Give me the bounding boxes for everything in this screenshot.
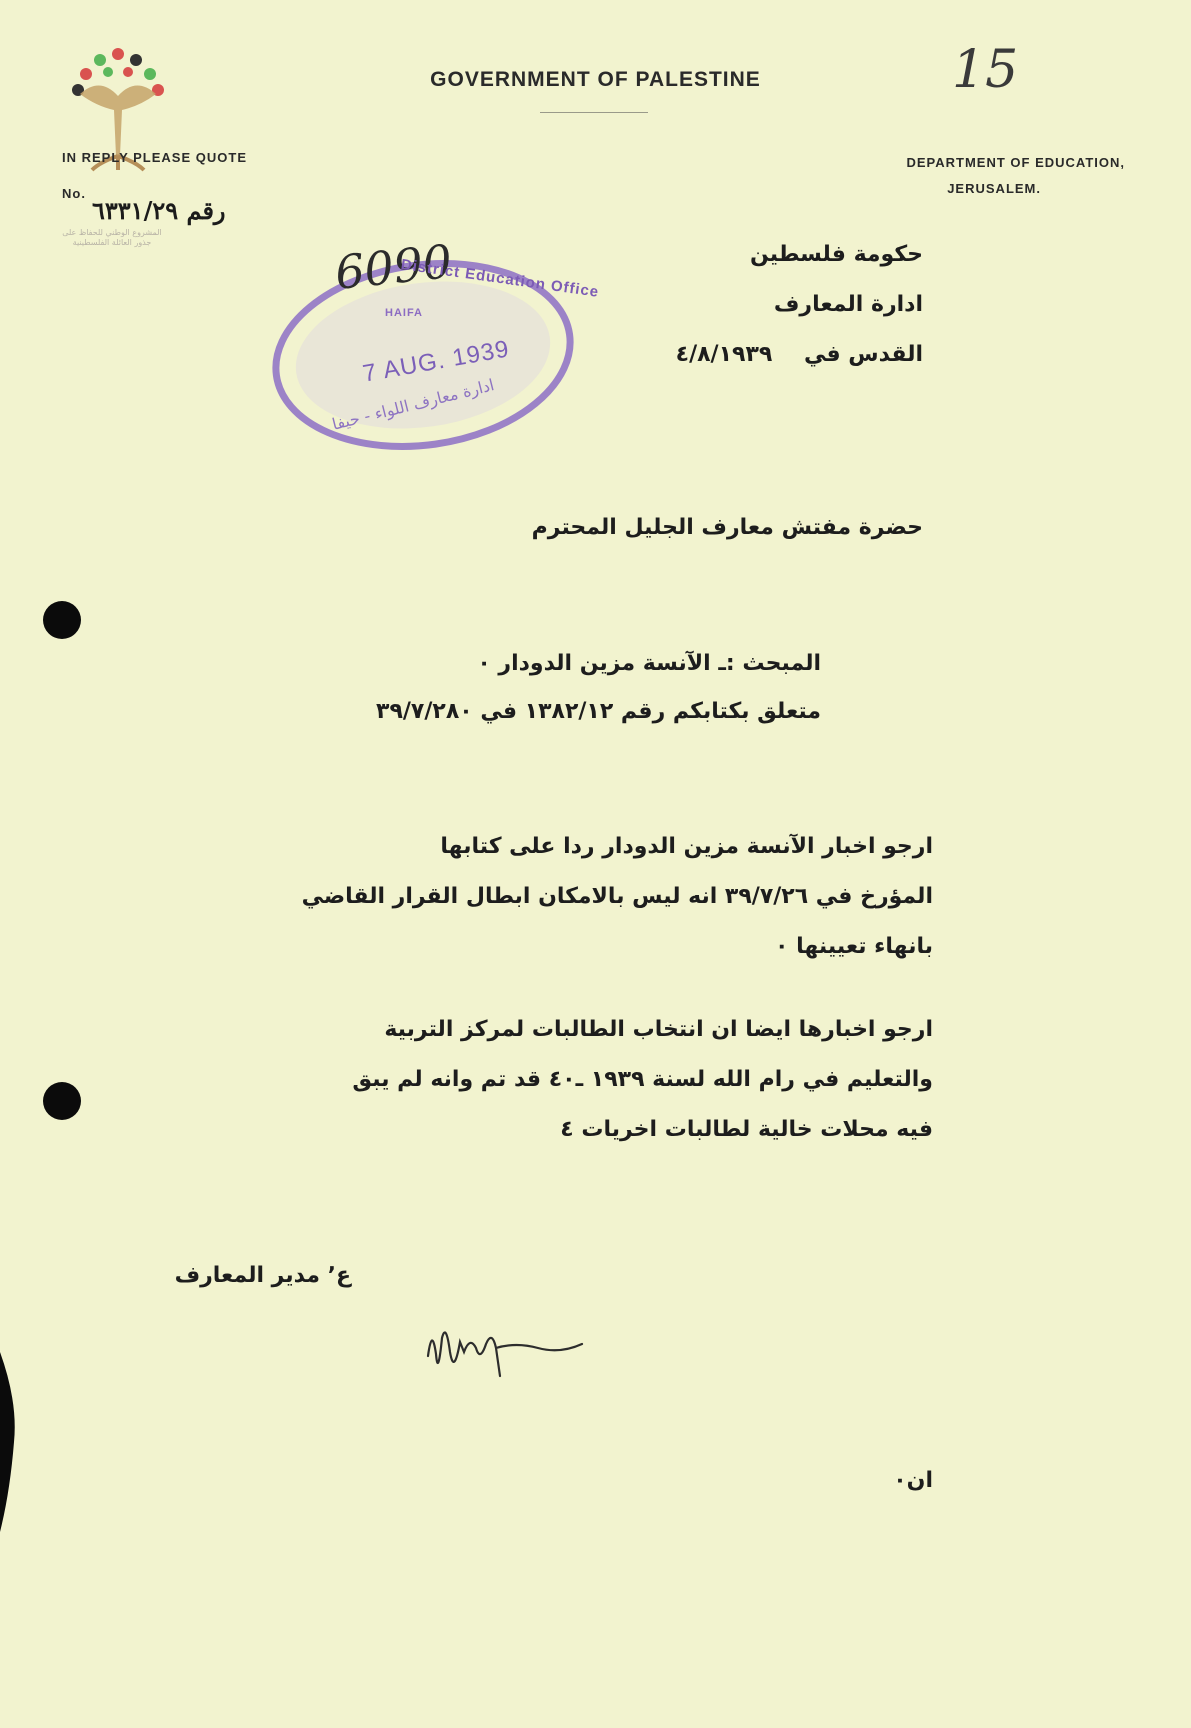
arabic-department: ادارة المعارف (773, 292, 923, 317)
reference-no-label: No. (62, 186, 86, 201)
paragraph-2 (352, 1005, 933, 1155)
department-name: DEPARTMENT OF EDUCATION, (906, 155, 1125, 170)
handwritten-signature (420, 1318, 590, 1388)
signer-title: ع٬ مدير المعارف (174, 1263, 351, 1288)
date-prefix: القدس في (803, 342, 923, 367)
watermark-line-1: المشروع الوطني للحفاظ على (62, 228, 162, 237)
government-title: GOVERNMENT OF PALESTINE (430, 68, 761, 91)
reply-quote-label: IN REPLY PLEASE QUOTE (62, 150, 247, 165)
addressee: حضرة مفتش معارف الجليل المحترم (531, 515, 923, 540)
paragraph-1-line-3: بانهاء تعيينها ٠ (775, 934, 933, 959)
subject-block (376, 640, 821, 736)
department-city: JERUSALEM. (947, 181, 1041, 196)
stamp-date: 7 AUG. 1939 (360, 335, 512, 388)
paragraph-2-line-2: والتعليم في رام الله لسنة ١٩٣٩ ـ٤٠ قد تم وانه لم يبق (352, 1067, 933, 1092)
arabic-header (676, 230, 923, 380)
punch-hole (43, 1082, 81, 1120)
paragraph-2-line-1: ارجو اخبارها ايضا ان انتخاب الطالبات لمركز التربية (384, 1017, 933, 1042)
paragraph-1 (302, 822, 933, 972)
handwritten-file-number: 6090 (332, 234, 455, 300)
subject-line-1: المبحث :ـ الآنسة مزين الدودار ٠ (477, 651, 821, 676)
date-value: ٤/٨/١٩٣٩ (675, 342, 773, 367)
page-edge-shadow (0, 1352, 24, 1532)
title-divider (540, 112, 648, 113)
watermark-line-2: جذور العائلة الفلسطينية (72, 238, 152, 247)
department-block (906, 150, 1125, 202)
footer-initials: ان٠ (893, 1468, 933, 1493)
paragraph-1-line-1: ارجو اخبار الآنسة مزين الدودار ردا على كتابها (440, 834, 933, 859)
watermark-text (54, 228, 170, 248)
stamp-arabic: ادارة معارف اللواء - حيفا (330, 375, 497, 434)
reference-number: رقم ٦٣٣١/٢٩ (92, 196, 226, 225)
stamp-city: HAIFA (385, 307, 423, 319)
paragraph-2-line-3: فيه محلات خالية لطالبات اخريات ٤ (560, 1117, 933, 1142)
page-number: 15 (952, 40, 1019, 100)
punch-hole (43, 601, 81, 639)
subject-line-2: متعلق بكتابكم رقم ١٣٨٢/١٢ في ٣٩/٧/٢٨٠ (376, 699, 821, 724)
letter-date (676, 330, 923, 380)
arabic-government: حكومة فلسطين (749, 242, 923, 267)
paragraph-1-line-2: المؤرخ في ٣٩/٧/٢٦ انه ليس بالامكان ابطال القرار القاضي (301, 884, 933, 909)
stamp-office: District Education Office (399, 256, 601, 301)
